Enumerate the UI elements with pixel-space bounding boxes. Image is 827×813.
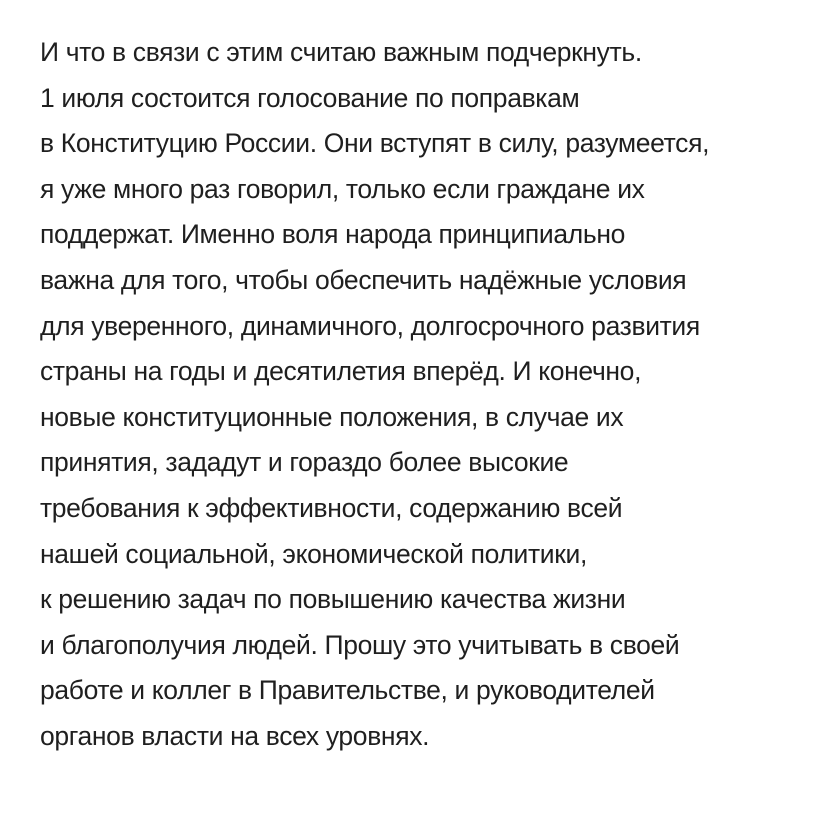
text-line: нашей социальной, экономической политики,: [40, 538, 587, 569]
text-line: 1 июля состоится голосование по поправкам: [40, 82, 580, 113]
text-line: органов власти на всех уровнях.: [40, 720, 430, 751]
text-line: новые конституционные положения, в случае их: [40, 401, 624, 432]
text-line: требования к эффективности, содержанию всей: [40, 492, 623, 523]
text-line: в Конституцию России. Они вступят в силу, разумеется,: [40, 128, 710, 159]
text-line: принятия, зададут и гораздо более высокие: [40, 447, 569, 478]
text-line: работе и коллег в Правительстве, и руководителей: [40, 675, 655, 706]
document-text-block: [40, 30, 815, 760]
text-line: страны на годы и десятилетия вперёд. И конечно,: [40, 356, 642, 387]
text-line: к решению задач по повышению качества жизни: [40, 584, 626, 615]
text-line: я уже много раз говорил, только если граждане их: [40, 173, 645, 204]
text-line: важна для того, чтобы обеспечить надёжные условия: [40, 264, 687, 295]
text-line: и благополучия людей. Прошу это учитывать в своей: [40, 629, 680, 660]
text-line: И что в связи с этим считаю важным подчеркнуть.: [40, 37, 642, 67]
text-line: для уверенного, динамичного, долгосрочного развития: [40, 310, 700, 341]
text-line: поддержат. Именно воля народа принципиально: [40, 219, 626, 250]
